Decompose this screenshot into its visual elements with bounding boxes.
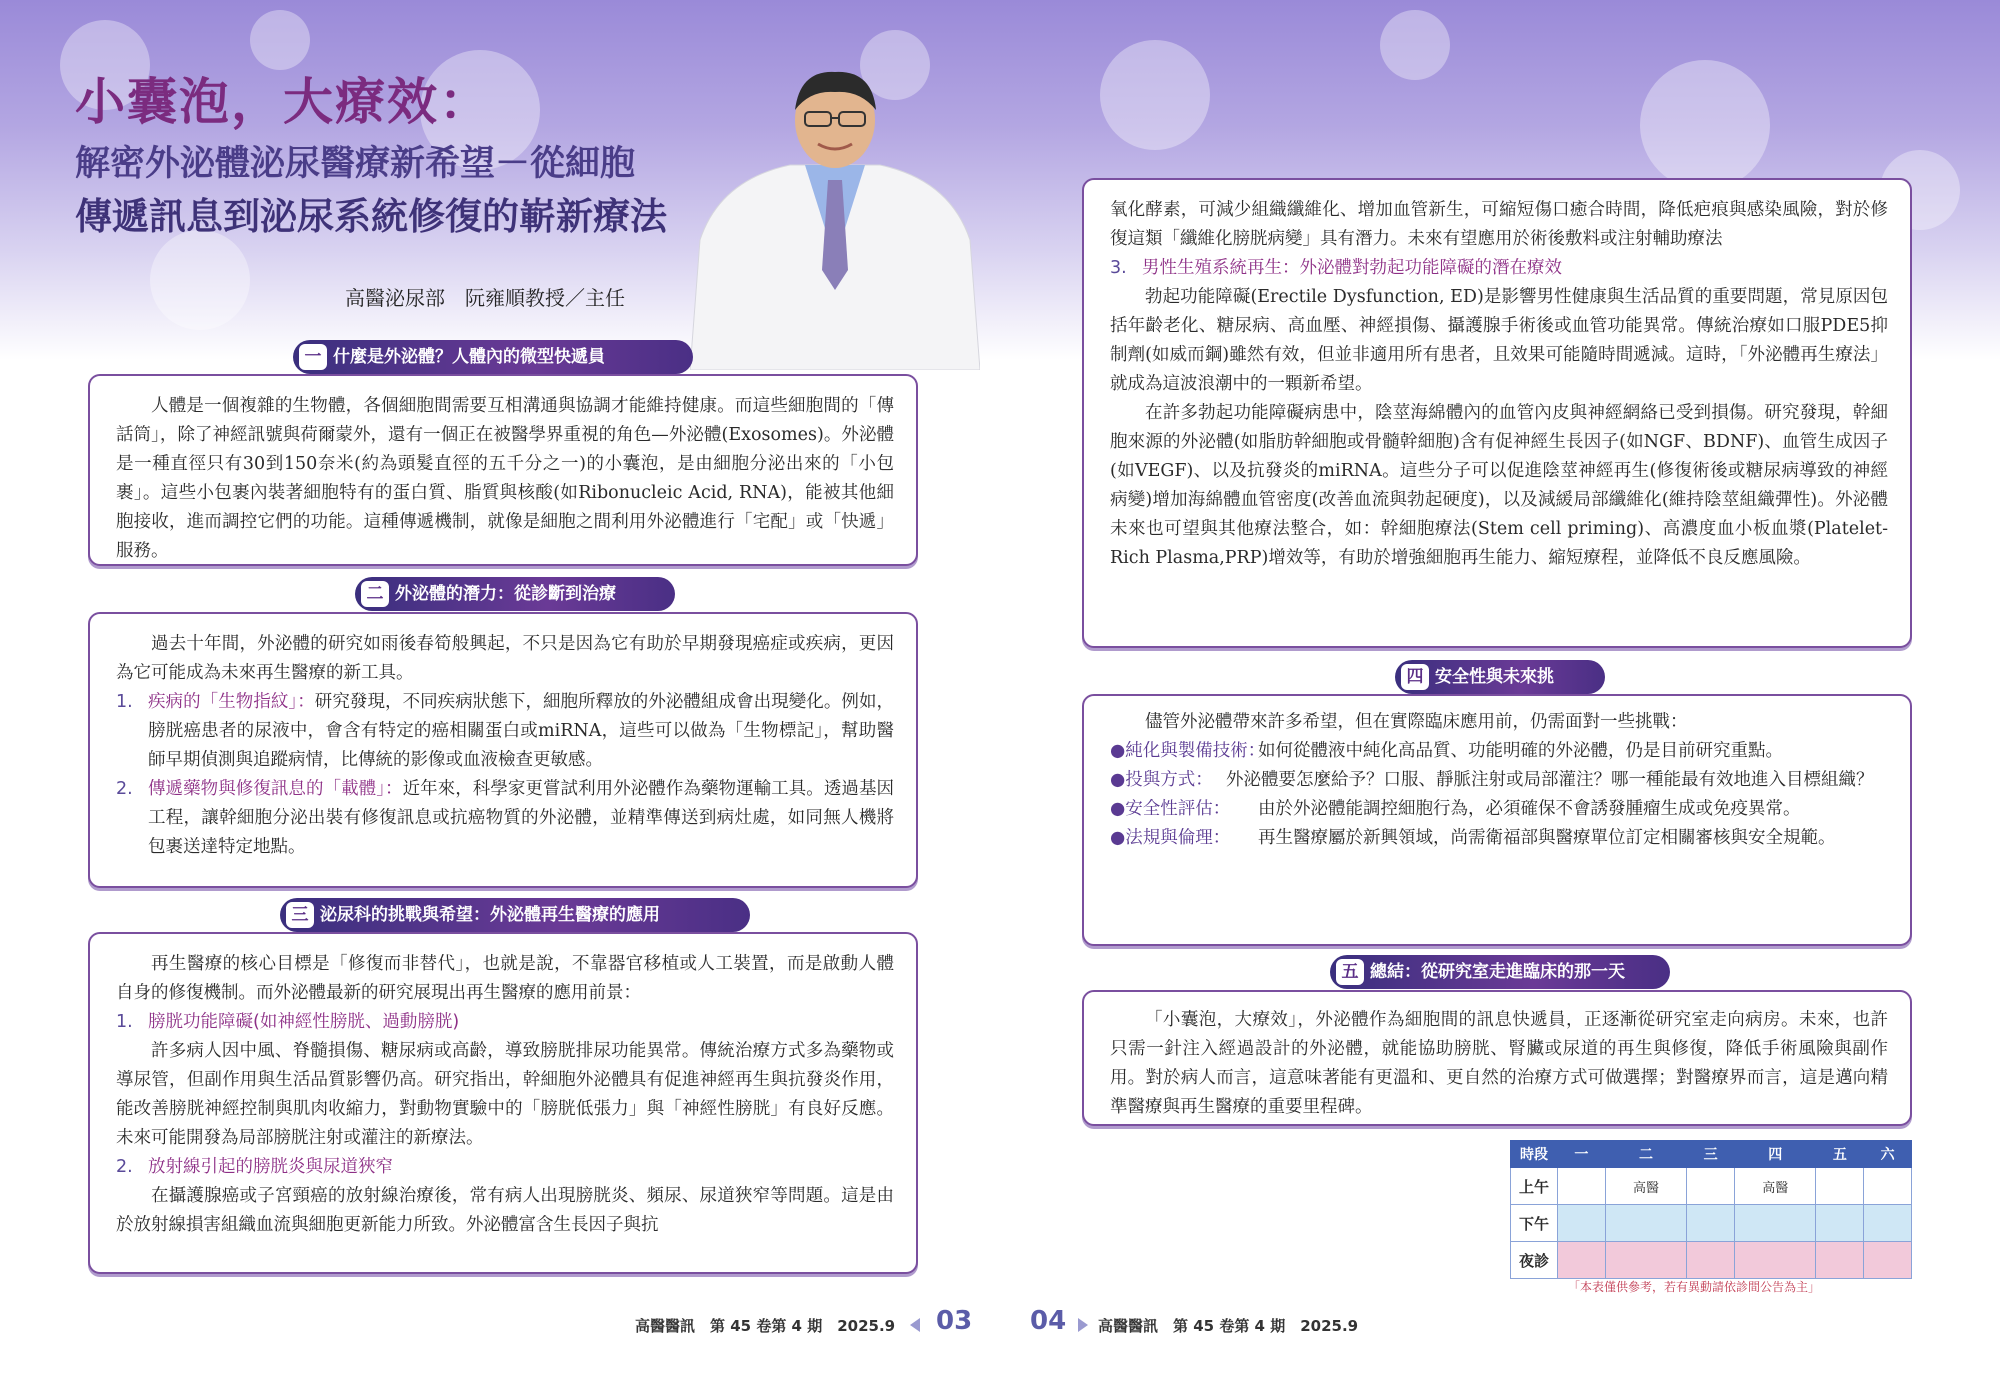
subtitle-normal: 解密外泌體泌尿醫療新希望－ xyxy=(75,144,531,184)
bullet-key: ●安全性評估： xyxy=(1110,799,1231,819)
bullet-key: ●投與方式： xyxy=(1110,770,1213,790)
schedule-row-morning xyxy=(1511,1168,1912,1205)
section-4-box xyxy=(1082,694,1912,946)
schedule-header-cell: 五 xyxy=(1816,1141,1864,1168)
article-subtitle-line1 xyxy=(75,136,635,186)
section-3-number: 三 xyxy=(286,902,314,928)
section-5-banner xyxy=(1330,955,1670,989)
section-5-number: 五 xyxy=(1336,959,1364,985)
schedule-header-cell: 四 xyxy=(1734,1141,1815,1168)
section-1-number: 一 xyxy=(299,344,327,370)
article-subtitle-line2: 傳遞訊息到泌尿系統修復的嶄新療法 xyxy=(75,195,667,238)
schedule-header-cell: 二 xyxy=(1605,1141,1686,1168)
schedule-cell: 高醫 xyxy=(1605,1168,1686,1205)
schedule-cell xyxy=(1816,1168,1864,1205)
schedule-cell xyxy=(1864,1205,1912,1242)
schedule-cell: 高醫 xyxy=(1734,1168,1815,1205)
section-3-title: 泌尿科的挑戰與希望：外泌體再生醫療的應用 xyxy=(320,905,660,925)
schedule-row-afternoon xyxy=(1511,1205,1912,1242)
schedule-row-label: 上午 xyxy=(1511,1168,1558,1205)
schedule-header-row xyxy=(1511,1141,1912,1168)
item-text: 近年來，科學家更嘗試利用外泌體作為藥物運輸工具。透過基因工程，讓幹細胞分泌出裝有修復訊息或抗癌物質的外泌體，並精準傳送到病灶處，如同無人機將包裹送達特定地點。 xyxy=(148,779,895,857)
section-3-intro: 再生醫療的核心目標是「修復而非替代」，也就是說，不靠器官移植或人工裝置，而是啟動人體自身的修復機制。而外泌體最新的研究展現出再生醫療的應用前景： xyxy=(116,954,894,1003)
triangle-right-icon xyxy=(1078,1318,1088,1332)
item-text: 研究發現，不同疾病狀態下，細胞所釋放的外泌體組成會出現變化。例如，膀胱癌患者的尿液中，會含有特定的癌相關蛋白或miRNA，這些可以做為「生物標記」，幫助醫師早期偵測與追蹤病情，比傳統的影像或血液檢查更敏感。 xyxy=(148,692,895,770)
item-number: 2. xyxy=(116,779,133,799)
subtitle-bold: 從細胞 xyxy=(530,144,636,184)
bullet-text: 由於外泌體能調控細胞行為，必須確保不會誘發腫瘤生成或免疫異常。 xyxy=(1258,799,1801,819)
clinic-schedule-table xyxy=(1510,1140,1912,1279)
section-1-title: 什麼是外泌體？人體內的微型快遞員 xyxy=(333,347,605,367)
doctor-portrait xyxy=(690,70,980,370)
section-4-banner xyxy=(1395,660,1605,694)
section-2-number: 二 xyxy=(361,581,389,607)
bullet-administration xyxy=(1110,766,1888,795)
schedule-row-label: 夜診 xyxy=(1511,1242,1558,1279)
section-1-banner xyxy=(293,340,693,374)
section-4-title: 安全性與未來挑 xyxy=(1435,667,1554,687)
section-2-item-2 xyxy=(116,775,894,862)
section-3-banner xyxy=(280,898,750,932)
article-title: 小囊泡，大療效： xyxy=(75,73,491,131)
bullet-key: ●法規與倫理： xyxy=(1110,828,1231,848)
schedule-cell xyxy=(1734,1242,1815,1279)
page-number-left: 03 xyxy=(936,1306,973,1336)
triangle-left-icon xyxy=(910,1318,920,1332)
section-2-item-1 xyxy=(116,688,894,775)
schedule-header-cell: 六 xyxy=(1864,1141,1912,1168)
section-3-item-2 xyxy=(116,1153,894,1182)
section-3-item-3-paragraph-2: 在許多勃起功能障礙病患中，陰莖海綿體內的血管內皮與神經網絡已受到損傷。研究發現，幹細胞來源的外泌體(如脂肪幹細胞或骨髓幹細胞)含有促神經生長因子(如NGF、BDNF)、血管生成因子(如VEGF)、以及抗發炎的miRNA。這些分子可以促進陰莖神經再生(修復術後或糖尿病導致的神經病變)增加海綿體血管密度(改善血流與勃起硬度)，以及減緩局部纖維化(維持陰莖組織彈性)。外泌體未來也可望與其他療法整合，如：幹細胞療法(Stem cell priming)、高濃度血小板血漿(Platelet-Rich Plasma,PRP)增效等，有助於增強細胞再生能力、縮短療程，並降低不良反應風險。 xyxy=(1110,403,1888,568)
section-2-intro: 過去十年間，外泌體的研究如雨後春筍般興起，不只是因為它有助於早期發現癌症或疾病，更因為它可能成為未來再生醫療的新工具。 xyxy=(116,634,894,683)
schedule-cell xyxy=(1558,1242,1606,1279)
section-2-banner xyxy=(355,577,675,611)
schedule-cell xyxy=(1816,1242,1864,1279)
schedule-header-cell: 三 xyxy=(1687,1141,1735,1168)
section-5-title: 總結：從研究室走進臨床的那一天 xyxy=(1370,962,1625,982)
schedule-note: 「本表僅供參考，若有異動請依診間公告為主」 xyxy=(1568,1280,1821,1294)
section-3-item-1 xyxy=(116,1008,894,1037)
item-heading: 放射線引起的膀胱炎與尿道狹窄 xyxy=(148,1157,393,1177)
author-line: 高醫泌尿部 阮雍順教授／主任 xyxy=(345,286,625,310)
schedule-cell xyxy=(1687,1205,1735,1242)
schedule-cell xyxy=(1558,1168,1606,1205)
section-3-item-3-paragraph-1: 勃起功能障礙(Erectile Dysfunction, ED)是影響男性健康與生活品質的重要問題，常見原因包括年齡老化、糖尿病、高血壓、神經損傷、攝護腺手術後或血管功能異常。傳統治療如口服PDE5抑制劑(如威而鋼)雖然有效，但並非適用所有患者，且效果可能隨時間遞減。這時，「外泌體再生療法」就成為這波浪潮中的一顆新希望。 xyxy=(1110,287,1888,394)
schedule-cell xyxy=(1687,1168,1735,1205)
section-3-box xyxy=(88,932,918,1274)
schedule-cell xyxy=(1687,1242,1735,1279)
item-number: 1. xyxy=(116,1012,133,1032)
section-3-item-2-text: 在攝護腺癌或子宮頸癌的放射線治療後，常有病人出現膀胱炎、頻尿、尿道狹窄等問題。這是由於放射線損害組織血流與細胞更新能力所致。外泌體富含生長因子與抗 xyxy=(116,1186,894,1235)
bullet-key: ●純化與製備技術： xyxy=(1110,741,1266,761)
section-2-box xyxy=(88,612,918,888)
item-heading: 膀胱功能障礙(如神經性膀胱、過動膀胱) xyxy=(148,1012,460,1032)
right-page xyxy=(1000,0,2000,1378)
item-heading: 疾病的「生物指紋」： xyxy=(148,692,315,712)
schedule-cell xyxy=(1605,1205,1686,1242)
section-5-box xyxy=(1082,990,1912,1126)
item-number: 3. xyxy=(1110,258,1127,278)
section-4-intro: 儘管外泌體帶來許多希望，但在實際臨床應用前，仍需面對一些挑戰： xyxy=(1145,712,1688,732)
bullet-regulation xyxy=(1110,824,1888,853)
schedule-cell xyxy=(1864,1168,1912,1205)
bullet-text: 再生醫療屬於新興領域，尚需衛福部與醫療單位訂定相關審核與安全規範。 xyxy=(1258,828,1836,848)
schedule-header-cell: 時段 xyxy=(1511,1141,1558,1168)
section-3-continued-paragraph: 氧化酵素，可減少組織纖維化、增加血管新生，可縮短傷口癒合時間，降低疤痕與感染風險，對於修復這類「纖維化膀胱病變」具有潛力。未來有望應用於術後敷料或注射輔助療法 xyxy=(1110,200,1888,249)
item-heading: 男性生殖系統再生：外泌體對勃起功能障礙的潛在療效 xyxy=(1142,258,1562,278)
footer-right-text: 高醫醫訊 第 45 卷第 4 期 2025.9 xyxy=(1098,1317,1359,1335)
section-2-title: 外泌體的潛力：從診斷到治療 xyxy=(395,584,616,604)
page-number-right: 04 xyxy=(1030,1306,1067,1336)
section-3-continued-box xyxy=(1082,178,1912,648)
schedule-cell xyxy=(1605,1242,1686,1279)
schedule-row-label: 下午 xyxy=(1511,1205,1558,1242)
bullet-safety xyxy=(1110,795,1888,824)
section-4-number: 四 xyxy=(1401,664,1429,690)
section-5-paragraph: 「小囊泡，大療效」，外泌體作為細胞間的訊息快遞員，正逐漸從研究室走向病房。未來，也許只需一針注入經過設計的外泌體，就能協助膀胱、腎臟或尿道的再生與修復，降低手術風險與副作用。對於病人而言，這意味著能有更溫和、更自然的治療方式可做選擇；對醫療界而言，這是邁向精準醫療與再生醫療的重要里程碑。 xyxy=(1110,1010,1888,1117)
footer-left-text: 高醫醫訊 第 45 卷第 4 期 2025.9 xyxy=(635,1317,896,1335)
bullet-text: 外泌體要怎麼給予？口服、靜脈注射或局部灌注？哪一種能最有效地進入目標組織？ xyxy=(1226,770,1874,790)
schedule-cell xyxy=(1864,1242,1912,1279)
schedule-cell xyxy=(1816,1205,1864,1242)
bullet-purification xyxy=(1110,737,1888,766)
schedule-header-cell: 一 xyxy=(1558,1141,1606,1168)
item-number: 1. xyxy=(116,692,133,712)
section-1-paragraph: 人體是一個複雜的生物體，各個細胞間需要互相溝通與協調才能維持健康。而這些細胞間的「傳話筒」，除了神經訊號與荷爾蒙外，還有一個正在被醫學界重視的角色—外泌體(Exosomes)。外泌體是一種直徑只有30到150奈米(約為頭髮直徑的五千分之一)的小囊泡，是由細胞分泌出來的「小包裹」。這些小包裹內裝著細胞特有的蛋白質、脂質與核酸(如Ribonucleic Acid, RNA)，能被其他細胞接收，進而調控它們的功能。這種傳遞機制，就像是細胞之間利用外泌體進行「宅配」或「快遞」服務。 xyxy=(116,396,894,561)
section-1-box xyxy=(88,374,918,566)
schedule-row-night xyxy=(1511,1242,1912,1279)
schedule-cell xyxy=(1734,1205,1815,1242)
section-3-item-1-text: 許多病人因中風、脊髓損傷、糖尿病或高齡，導致膀胱排尿功能異常。傳統治療方式多為藥物或導尿管，但副作用與生活品質影響仍高。研究指出，幹細胞外泌體具有促進神經再生與抗發炎作用，能改善膀胱神經控制與肌肉收縮力，對動物實驗中的「膀胱低張力」與「神經性膀胱」有良好反應。未來可能開發為局部膀胱注射或灌注的新療法。 xyxy=(116,1041,894,1148)
item-number: 2. xyxy=(116,1157,133,1177)
bullet-text: 如何從體液中純化高品質、功能明確的外泌體，仍是目前研究重點。 xyxy=(1258,741,1783,761)
section-3-item-3 xyxy=(1110,254,1888,283)
item-heading: 傳遞藥物與修復訊息的「載體」： xyxy=(148,779,403,799)
schedule-cell xyxy=(1558,1205,1606,1242)
